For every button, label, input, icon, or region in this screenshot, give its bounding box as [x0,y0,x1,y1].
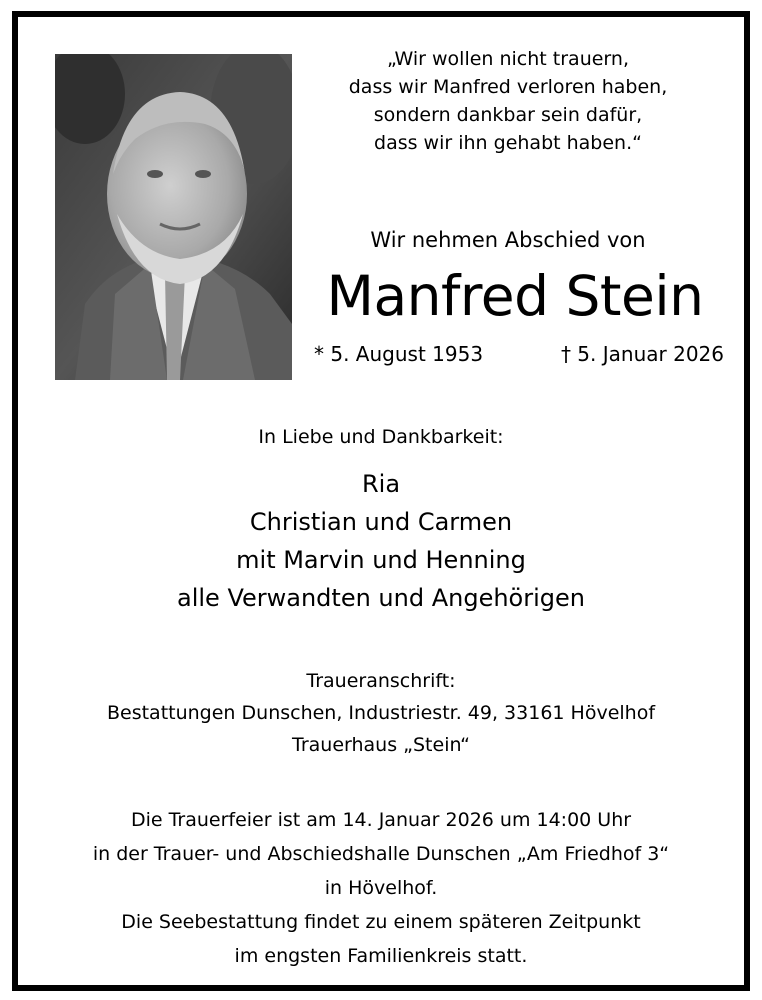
family-list [18,465,744,617]
address-line: Bestattungen Dunschen, Industriestr. 49, 33161 Hövelhof [106,702,656,724]
love-line-text: In Liebe und Dankbarkeit: [258,426,504,448]
portrait-image [55,54,292,380]
family-member: alle Verwandten und Angehörigen [177,584,585,612]
memorial-quote [308,45,708,157]
address-line: Trauerhaus „Stein“ [292,734,470,756]
quote-line: „Wir wollen nicht trauern, [387,48,629,70]
address-line: Traueranschrift: [306,670,456,692]
ceremony-info [18,803,744,973]
birth-date: * 5. August 1953 [314,342,484,366]
quote-line: sondern dankbar sein dafür, [373,104,643,126]
ceremony-line: im engsten Familienkreis statt. [234,945,528,967]
family-member: Ria [361,470,401,498]
deceased-name: Manfred Stein [326,264,704,328]
ceremony-line: Die Seebestattung findet zu einem späteren Zeitpunkt [121,911,641,933]
death-date: † 5. Januar 2026 [560,342,724,366]
quote-line: dass wir ihn gehabt haben.“ [374,132,642,154]
ceremony-line: in der Trauer- und Abschiedshalle Dunschen „Am Friedhof 3“ [92,843,670,865]
family-member: mit Marvin und Henning [236,546,526,574]
mourning-address [18,665,744,761]
ceremony-line: in Hövelhof. [324,877,438,899]
farewell-intro: Wir nehmen Abschied von [370,228,646,252]
family-member: Christian und Carmen [249,508,513,536]
portrait-photo [55,54,292,380]
love-line [18,426,744,448]
quote-line: dass wir Manfred verloren haben, [348,76,668,98]
obituary-frame [12,11,750,991]
ceremony-line: Die Trauerfeier ist am 14. Januar 2026 um 14:00 Uhr [130,809,632,831]
